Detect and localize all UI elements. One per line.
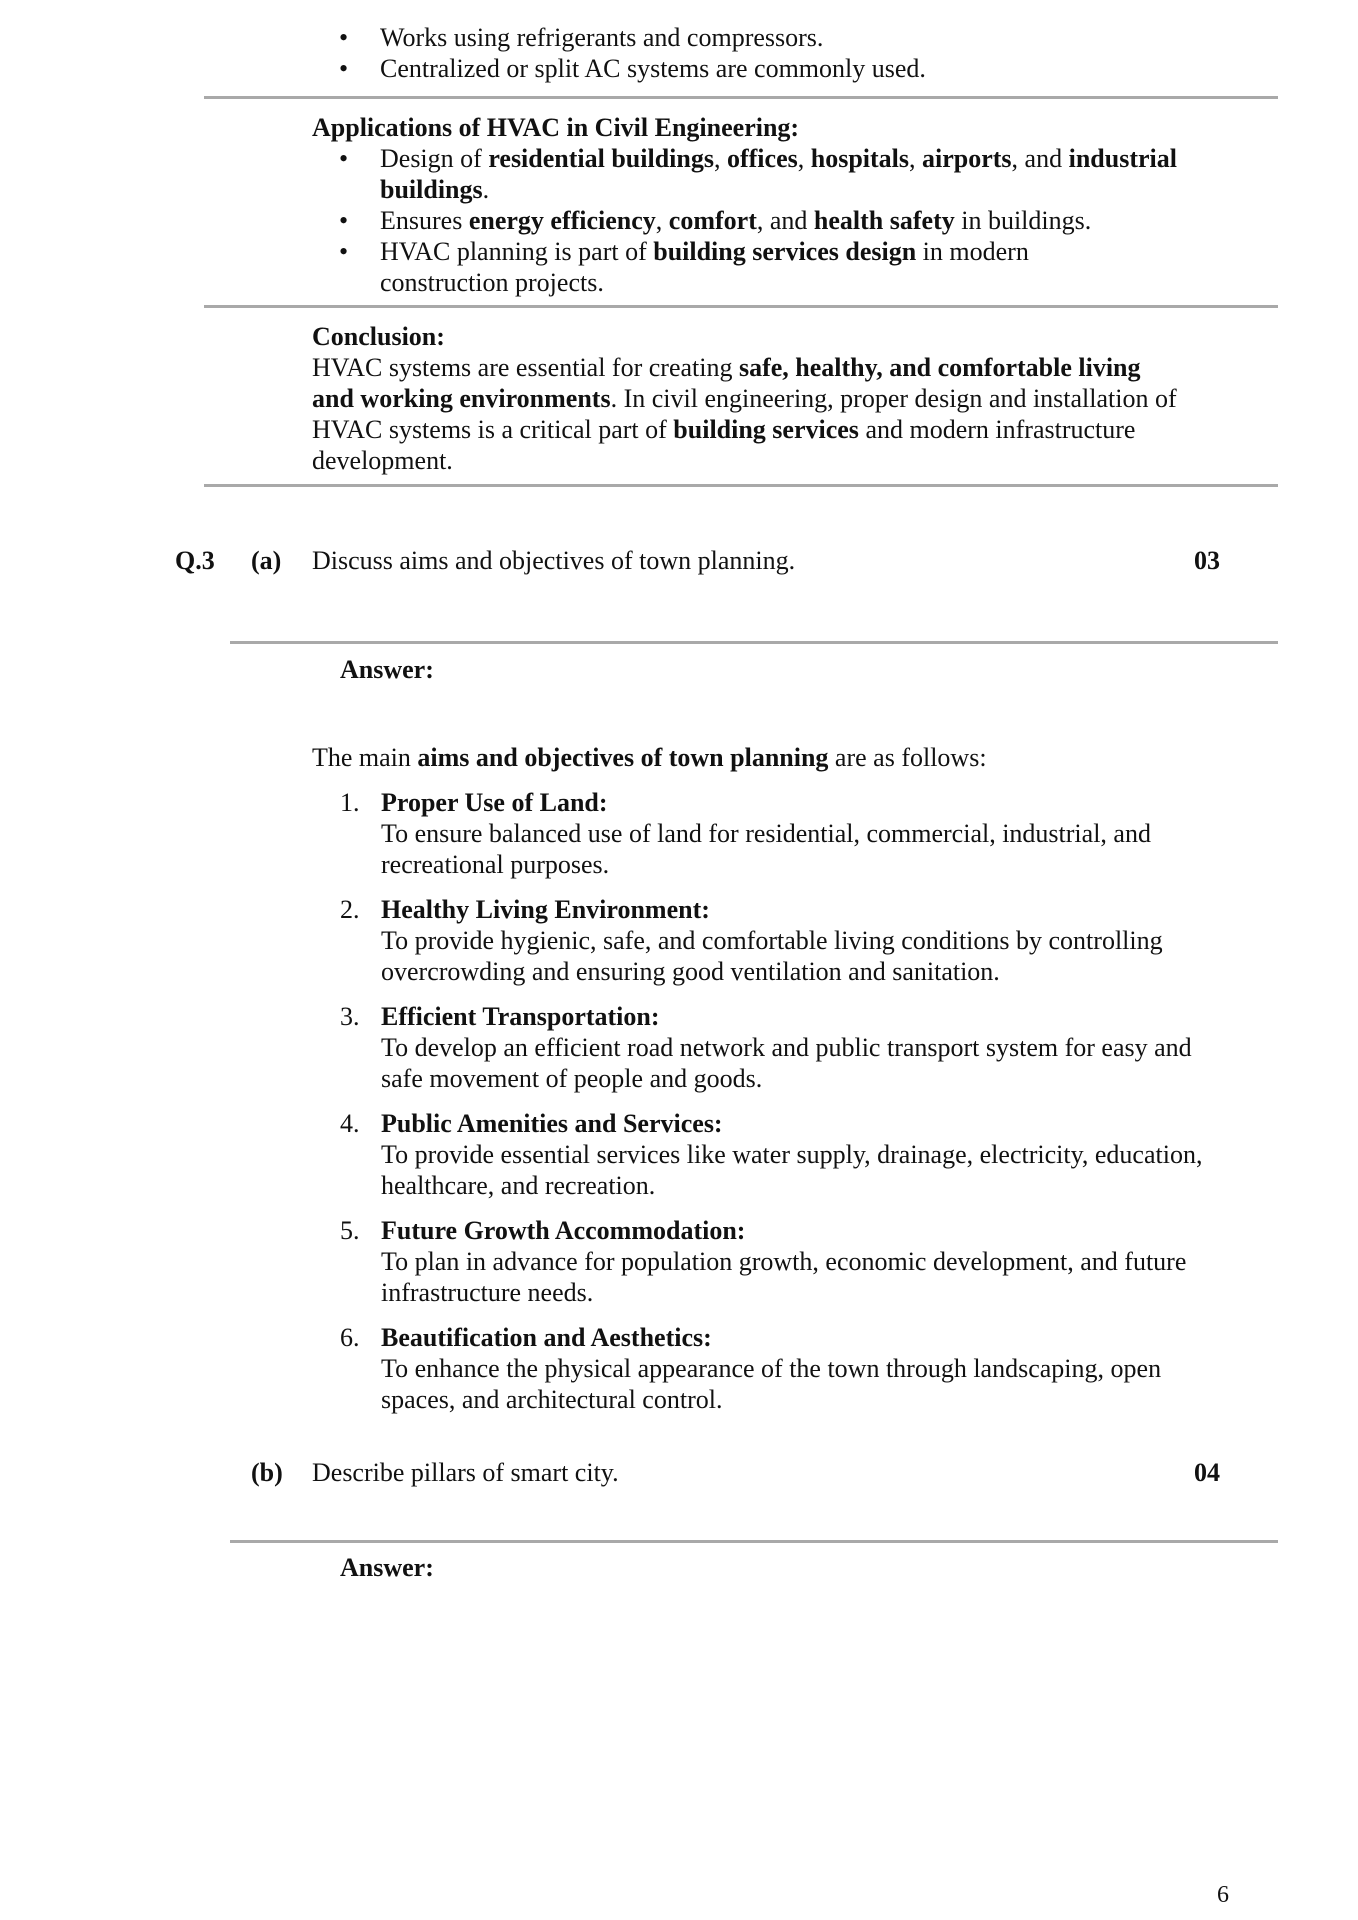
list-item [340, 1322, 1220, 1415]
page-number: 6 [1217, 1882, 1229, 1908]
bold-text: aims and objectives of town planning [417, 743, 829, 772]
answer-label: Answer: [340, 1553, 434, 1582]
item-number: 5. [340, 1216, 360, 1245]
item-title: Proper Use of Land: [381, 788, 608, 817]
list-item [340, 1108, 1220, 1201]
list-item [312, 236, 1182, 298]
list-item [312, 205, 1182, 236]
text: in buildings. [954, 206, 1092, 235]
bullet-text: Works using refrigerants and compressors. [380, 23, 824, 52]
bold-text: health safety [813, 206, 955, 235]
list-item [312, 53, 1212, 84]
answer-label: Answer: [340, 655, 434, 684]
bold-text: comfort [668, 206, 757, 235]
list-item [312, 22, 1212, 53]
text: Ensures [380, 206, 469, 235]
item-text: To plan in advance for population growth, economic development, and future infrastructure needs. [381, 1247, 1187, 1307]
item-number: 4. [340, 1109, 360, 1138]
question-marks: 03 [1194, 546, 1220, 575]
text: Design of [380, 144, 489, 173]
question-number: Q.3 [175, 546, 215, 575]
item-text: To provide hygienic, safe, and comfortable living conditions by controlling overcrowding and ensuring good ventilation and sanitation. [381, 926, 1163, 986]
text: in modern construction projects. [380, 237, 1029, 297]
divider [230, 641, 1278, 644]
text: , [655, 206, 669, 235]
bold-text: building services design [653, 237, 917, 266]
text: and modern infrastructure development. [312, 415, 1136, 475]
list-item [312, 143, 1182, 205]
text: are as follows: [828, 743, 987, 772]
text: , [909, 144, 922, 173]
answer-intro [312, 742, 987, 773]
bold-text: energy efficiency [468, 206, 656, 235]
applications-list [312, 143, 1182, 298]
list-item [340, 1001, 1220, 1094]
item-title: Beautification and Aesthetics: [381, 1323, 712, 1352]
text: , and [1011, 144, 1069, 173]
item-text: To enhance the physical appearance of the town through landscaping, open spaces, and architectural control. [381, 1354, 1162, 1414]
subquestion-label: (b) [251, 1458, 283, 1487]
question-marks: 04 [1194, 1458, 1220, 1487]
bold-text: airports [922, 144, 1012, 173]
bold-text: hospitals [810, 144, 909, 173]
bold-text: industrial buildings [380, 144, 1177, 204]
item-number: 6. [340, 1323, 360, 1352]
item-text: To ensure balanced use of land for residential, commercial, industrial, and recreational purposes. [381, 819, 1151, 879]
bold-text: residential buildings [488, 144, 714, 173]
divider [204, 305, 1278, 308]
subquestion-label: (a) [251, 546, 282, 575]
bullet-text: Centralized or split AC systems are commonly used. [380, 54, 926, 83]
item-title: Efficient Transportation: [381, 1002, 660, 1031]
text: HVAC planning is part of [380, 237, 654, 266]
question-text: Describe pillars of smart city. [312, 1458, 619, 1487]
text: , and [756, 206, 814, 235]
conclusion-heading: Conclusion: [312, 322, 445, 351]
bold-text: offices [726, 144, 798, 173]
text: The main [312, 743, 418, 772]
applications-heading: Applications of HVAC in Civil Engineering: [312, 113, 800, 142]
top-bullet-list [312, 22, 1212, 84]
list-item [340, 894, 1220, 987]
item-text: To develop an efficient road network and public transport system for easy and safe movement of people and goods. [381, 1033, 1192, 1093]
text: . In civil engineering, proper design and installation of HVAC systems is a critical part of [312, 384, 1177, 444]
text: . [482, 175, 490, 204]
item-number: 3. [340, 1002, 360, 1031]
list-item [340, 787, 1220, 880]
item-text: To provide essential services like water supply, drainage, electricity, education, healthcare, and recreation. [381, 1140, 1203, 1200]
item-title: Public Amenities and Services: [381, 1109, 723, 1138]
bold-text: safe, healthy, and comfortable living and working environments [312, 353, 1141, 413]
divider [204, 484, 1278, 487]
item-title: Healthy Living Environment: [381, 895, 710, 924]
list-item [340, 1215, 1220, 1308]
bold-text: building services [673, 415, 859, 444]
item-number: 1. [340, 788, 360, 817]
conclusion-paragraph [312, 352, 1178, 476]
question-text: Discuss aims and objectives of town planning. [312, 546, 796, 575]
item-title: Future Growth Accommodation: [381, 1216, 746, 1245]
text: , [713, 144, 727, 173]
text: , [797, 144, 811, 173]
divider [230, 1540, 1278, 1543]
text: HVAC systems are essential for creating [312, 353, 739, 382]
divider [204, 96, 1278, 99]
item-number: 2. [340, 895, 360, 924]
